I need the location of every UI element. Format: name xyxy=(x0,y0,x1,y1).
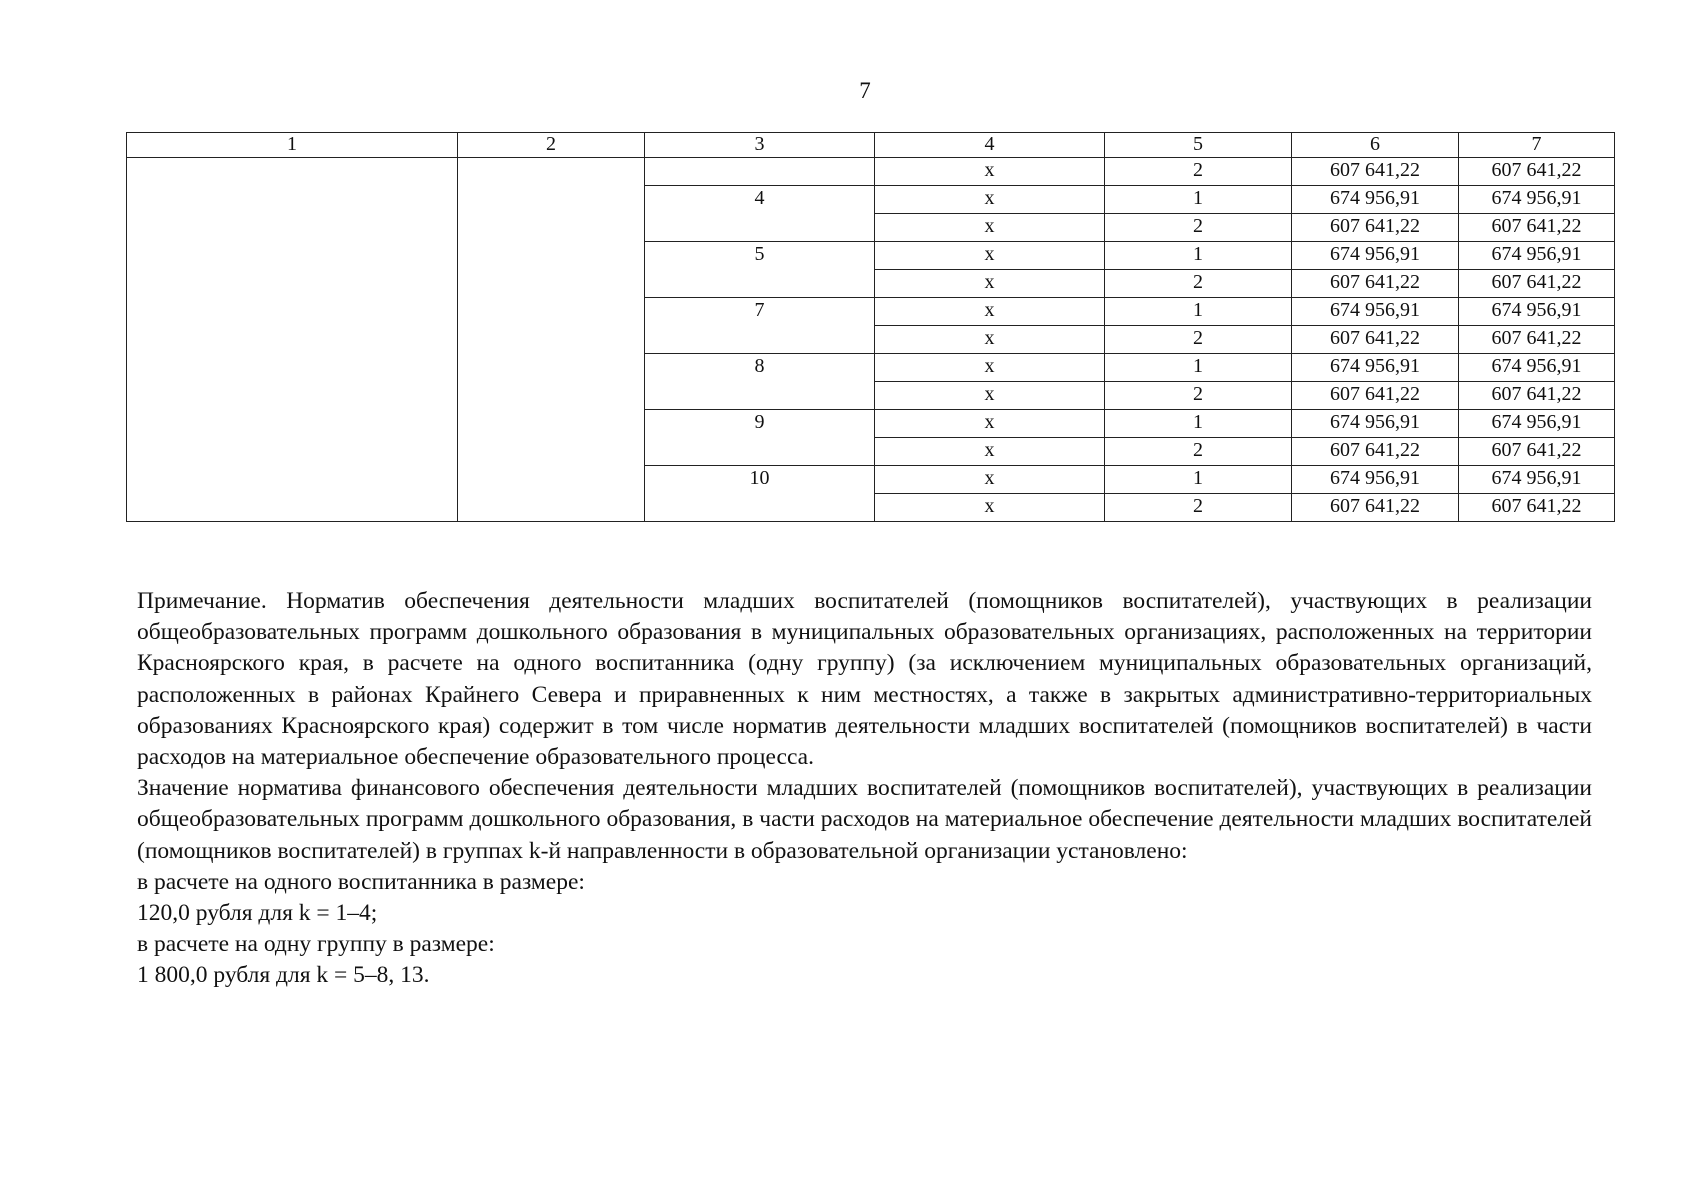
cell-col-6: 607 641,22 xyxy=(1292,270,1459,298)
cell-col-4: x xyxy=(875,410,1105,438)
cell-col-6: 674 956,91 xyxy=(1292,354,1459,382)
cell-col-4: x xyxy=(875,158,1105,186)
cell-col-4: x xyxy=(875,242,1105,270)
header-col-3: 3 xyxy=(645,133,875,158)
cell-col-6: 607 641,22 xyxy=(1292,438,1459,466)
normative-table xyxy=(126,132,1615,522)
page-number: 7 xyxy=(859,78,871,103)
cell-col-5: 1 xyxy=(1105,410,1292,438)
cell-col-4: x xyxy=(875,494,1105,522)
cell-col-4: x xyxy=(875,298,1105,326)
cell-col-4: x xyxy=(875,466,1105,494)
cell-col-5: 1 xyxy=(1105,242,1292,270)
cell-col-4: x xyxy=(875,214,1105,242)
note-block xyxy=(137,586,1592,992)
cell-col-3: 5 xyxy=(645,242,875,298)
cell-col-7: 607 641,22 xyxy=(1459,270,1615,298)
cell-col-7: 607 641,22 xyxy=(1459,382,1615,410)
cell-col-3: 9 xyxy=(645,410,875,466)
note-paragraph-2: Значение норматива финансового обеспечения деятельности младших воспитателей (помощников воспитателей), участвующих в реализации общеобразовательных программ дошкольного образования, в части расходов на материальное обеспечение деятельности младших воспитателей (помощников воспитателей) в группах k-й направленности в образовательной организации установлено: xyxy=(137,775,1592,864)
cell-col-7: 607 641,22 xyxy=(1459,438,1615,466)
cell-col-5: 1 xyxy=(1105,186,1292,214)
cell-col-6: 674 956,91 xyxy=(1292,298,1459,326)
header-col-7: 7 xyxy=(1459,133,1615,158)
cell-col-6: 674 956,91 xyxy=(1292,242,1459,270)
cell-col-7: 607 641,22 xyxy=(1459,214,1615,242)
note-line-per-group: в расчете на одну группу в размере: xyxy=(137,931,495,958)
cell-col-4: x xyxy=(875,382,1105,410)
cell-col-5: 1 xyxy=(1105,298,1292,326)
cell-col-1 xyxy=(127,158,458,522)
cell-col-7: 674 956,91 xyxy=(1459,242,1615,270)
cell-col-6: 674 956,91 xyxy=(1292,466,1459,494)
cell-col-7: 674 956,91 xyxy=(1459,298,1615,326)
cell-col-5: 2 xyxy=(1105,438,1292,466)
cell-col-5: 1 xyxy=(1105,354,1292,382)
header-col-2: 2 xyxy=(458,133,645,158)
cell-col-3: 4 xyxy=(645,186,875,242)
cell-col-5: 2 xyxy=(1105,270,1292,298)
cell-col-6: 674 956,91 xyxy=(1292,410,1459,438)
note-line-rate-k1-4: 120,0 рубля для k = 1–4; xyxy=(137,900,378,927)
cell-col-4: x xyxy=(875,438,1105,466)
cell-col-5: 2 xyxy=(1105,494,1292,522)
header-col-6: 6 xyxy=(1292,133,1459,158)
header-col-4: 4 xyxy=(875,133,1105,158)
table-row xyxy=(127,158,1615,186)
cell-col-5: 2 xyxy=(1105,158,1292,186)
table-header-row xyxy=(127,133,1615,158)
cell-col-5: 1 xyxy=(1105,466,1292,494)
cell-col-5: 2 xyxy=(1105,326,1292,354)
cell-col-7: 674 956,91 xyxy=(1459,410,1615,438)
cell-col-7: 607 641,22 xyxy=(1459,158,1615,186)
cell-col-6: 607 641,22 xyxy=(1292,494,1459,522)
cell-col-7: 674 956,91 xyxy=(1459,186,1615,214)
cell-col-3: 7 xyxy=(645,298,875,354)
note-paragraph-1: Примечание. Норматив обеспечения деятельности младших воспитателей (помощников воспитателей), участвующих в реализации общеобразовательных программ дошкольного образования в муниципальных образовательных организациях, расположенных на территории Красноярского края, в расчете на одного воспитанника (одну группу) (за исключением муниципальных образовательных организаций, расположенных в районах Крайнего Севера и приравненных к ним местностях, а также в закрытых административно-территориальных образованиях Красноярского края) содержит в том числе норматив деятельности младших воспитателей (помощников воспитателей) в части расходов на материальное обеспечение образовательного процесса. xyxy=(137,588,1592,771)
cell-col-7: 674 956,91 xyxy=(1459,354,1615,382)
cell-col-4: x xyxy=(875,326,1105,354)
note-line-per-child: в расчете на одного воспитанника в размере: xyxy=(137,868,585,895)
header-col-5: 5 xyxy=(1105,133,1292,158)
cell-col-3: 10 xyxy=(645,466,875,522)
cell-col-7: 607 641,22 xyxy=(1459,494,1615,522)
cell-col-4: x xyxy=(875,354,1105,382)
cell-col-7: 674 956,91 xyxy=(1459,466,1615,494)
cell-col-4: x xyxy=(875,270,1105,298)
cell-col-3 xyxy=(645,158,875,186)
cell-col-4: x xyxy=(875,186,1105,214)
cell-col-6: 607 641,22 xyxy=(1292,214,1459,242)
cell-col-7: 607 641,22 xyxy=(1459,326,1615,354)
cell-col-6: 607 641,22 xyxy=(1292,382,1459,410)
cell-col-6: 607 641,22 xyxy=(1292,326,1459,354)
cell-col-6: 607 641,22 xyxy=(1292,158,1459,186)
header-col-1: 1 xyxy=(127,133,458,158)
cell-col-5: 2 xyxy=(1105,382,1292,410)
cell-col-6: 674 956,91 xyxy=(1292,186,1459,214)
note-line-rate-k5-8: 1 800,0 рубля для k = 5–8, 13. xyxy=(137,962,430,989)
cell-col-3: 8 xyxy=(645,354,875,410)
cell-col-2 xyxy=(458,158,645,522)
cell-col-5: 2 xyxy=(1105,214,1292,242)
